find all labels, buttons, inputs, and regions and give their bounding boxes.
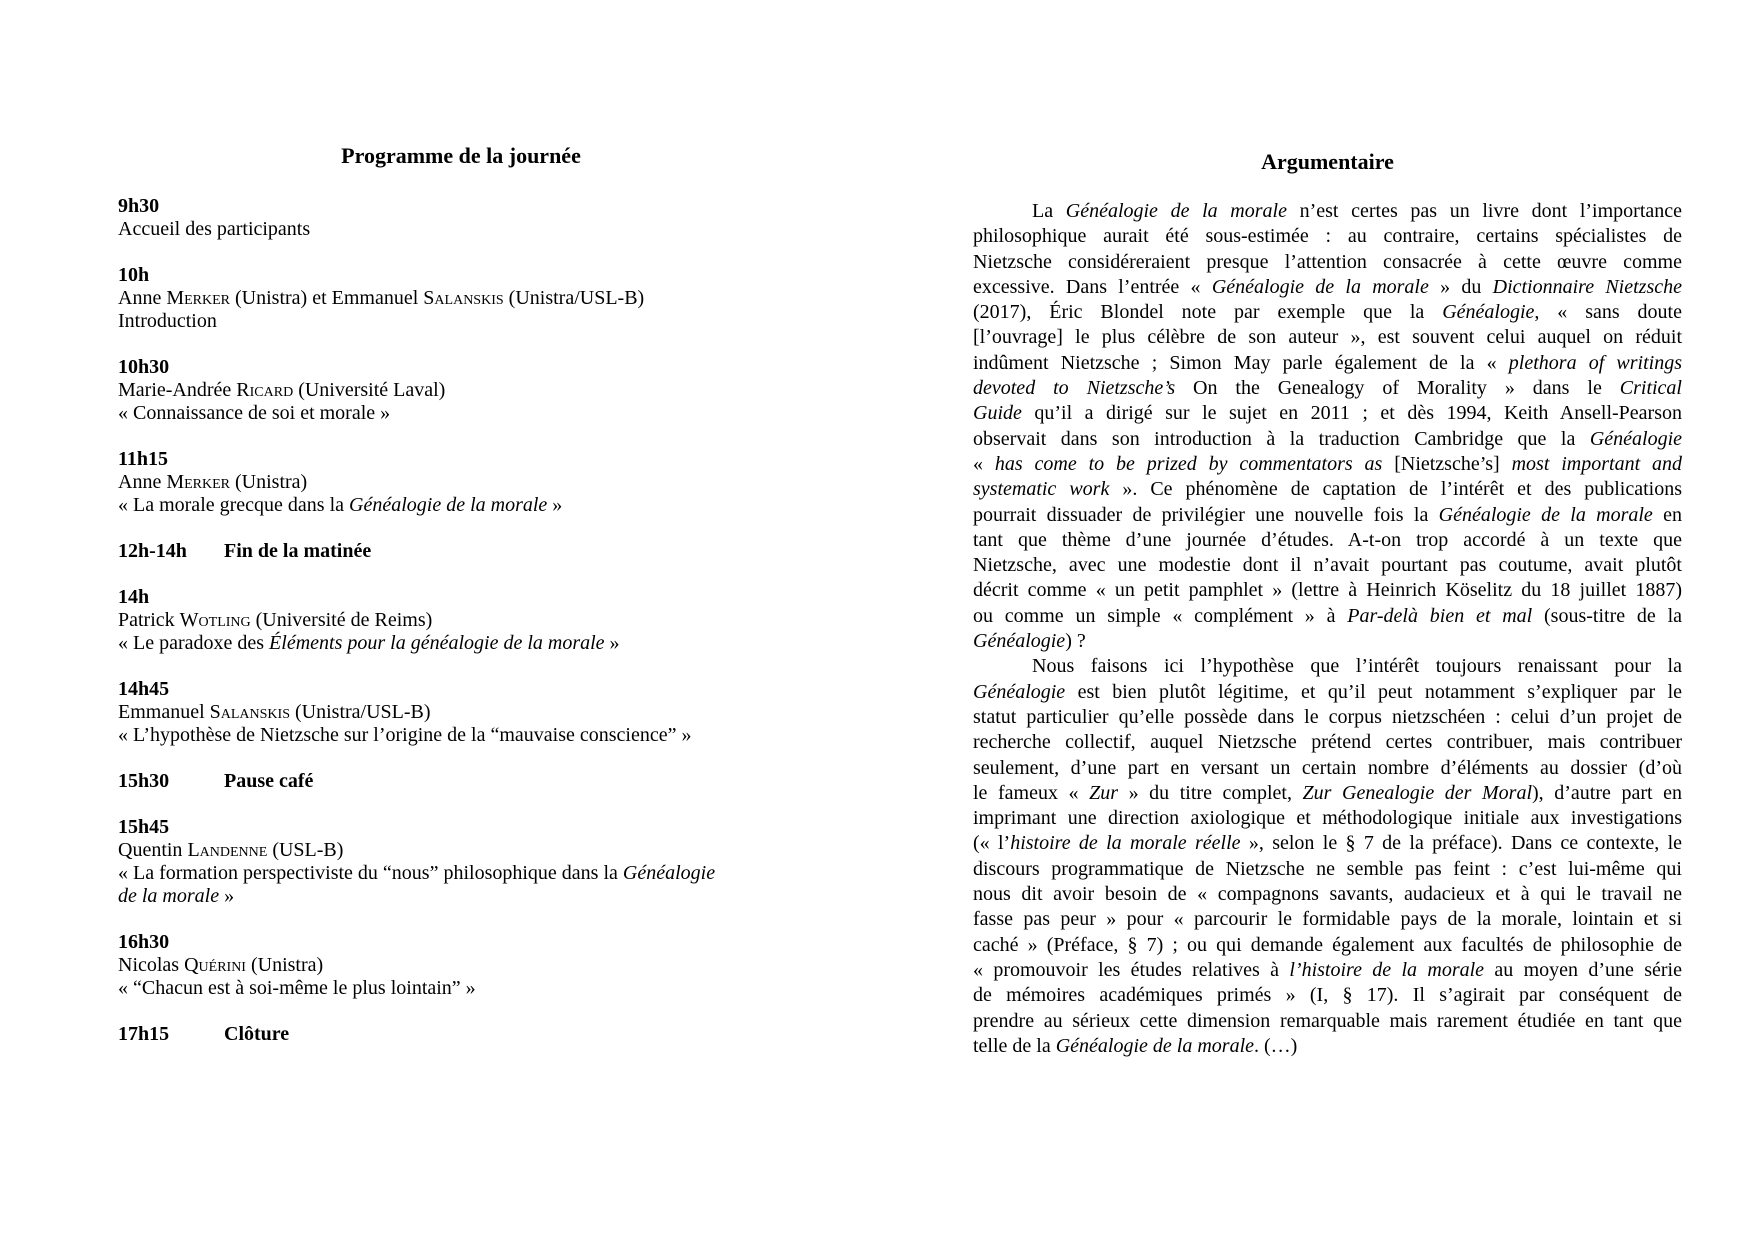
italic-title: l’histoire de la morale [1289,958,1485,981]
programme-break-label: Clôture [224,1023,290,1045]
paragraph-line: [l’ouvrage] le plus célèbre de son auteur », est souvent celui auquel on réduit [973,326,1682,349]
paragraph-line: « promouvoir les études relatives à l’histoire de la morale au moyen d’une série [973,958,1682,981]
programme-item [118,195,818,241]
paragraph-line: telle de la Généalogie de la morale. (…) [973,1034,1298,1057]
argumentaire-title: Argumentaire [1261,149,1394,174]
programme-item [118,931,818,1000]
paragraph-line: prendre au sérieux cette dimension remarquable mais rarement étudiée en tant que [973,1009,1682,1032]
italic-title: Généalogie [1442,301,1535,324]
paragraph-line: de mémoires académiques primés » (I, § 17). Il s’agirait par conséquent de [973,984,1682,1007]
italic-title: Généalogie [973,630,1066,653]
programme-speaker: Anne Merker (Unistra) et Emmanuel Salanskis (Unistra/USL-B) [118,287,645,309]
italic-title: Zur [1089,781,1119,804]
italic-title: Généalogie de la morale [1065,200,1287,222]
italic-title: devoted to Nietzsche’s [973,377,1176,400]
paragraph-line: « has come to be prized by commentators as [Nietzsche’s] most important and [973,452,1683,475]
programme-speaker: Anne Merker (Unistra) [118,471,308,493]
italic-title: Généalogie de la morale [1438,503,1653,526]
programme-talk-title: de la morale » [118,885,235,907]
paragraph-line: systematic work ». Ce phénomène de captation de l’intérêt et des publications [973,478,1683,501]
programme-talk-title: « Connaissance de soi et morale » [118,402,391,424]
programme-talk-title: « L’hypothèse de Nietzsche sur l’origine de la “mauvaise conscience” » [118,724,692,746]
paragraph-line: caché » (Préface, § 7) ; ou qui demande également aux facultés de philosophie de [973,933,1682,956]
paragraph-line: indûment Nietzsche ; Simon May parle également de la « plethora of writings [973,351,1682,374]
surname: Salanskis [423,287,504,309]
paragraph-line: La Généalogie de la morale n’est certes pas un livre dont l’importance [1032,200,1683,222]
programme-break-row [118,1023,818,1046]
programme-time: 10h30 [118,356,170,378]
paragraph-line: pourrait dissuader de privilégier une nouvelle fois la Généalogie de la morale en [973,503,1682,526]
italic-title: Par-delà bien et mal [1347,604,1533,627]
programme-item [118,356,818,425]
surname: Quérini [184,954,246,976]
programme-title: Programme de la journée [341,143,581,168]
paragraph-line: Généalogie est bien plutôt légitime, et qu’il peut notamment s’expliquer par le [973,680,1682,703]
italic-title: Zur Genealogie der Moral [1302,781,1533,804]
programme-speaker: Quentin Landenne (USL-B) [118,839,344,861]
paragraph-line: (2017), Éric Blondel note par exemple que la Généalogie, « sans doute [973,301,1682,324]
programme-item [118,678,818,747]
paragraph-line: Guide qu’il a dirigé sur le sujet en 2011 ; et dès 1994, Keith Ansell-Pearson [973,402,1682,425]
programme-talk-title: Introduction [118,310,217,332]
programme-speaker: Accueil des participants [118,218,311,240]
programme-time: 14h45 [118,678,170,700]
programme-time: 14h [118,586,150,608]
italic-title: most important and [1511,452,1683,475]
paragraph-line: Nietzsche considéreraient presque l’attention consacrée à cette œuvre comme [973,250,1682,273]
programme-time: 15h45 [118,816,170,838]
programme-time: 11h15 [118,448,169,470]
paragraph-line: devoted to Nietzsche’s On the Genealogy of Morality » dans le Critical [973,377,1682,400]
paragraph-line: philosophique aurait été sous-estimée : au contraire, certains spécialistes de [973,225,1682,248]
paragraph-line: (« l’histoire de la morale réelle », selon le § 7 de la préface). Dans ce contexte, le [973,832,1683,855]
programme-break-row [118,540,818,563]
programme-time: 17h15 [118,1023,170,1045]
programme-break-label: Fin de la matinée [224,540,372,562]
italic-title: Généalogie [1589,427,1682,450]
paragraph-line: recherche collectif, auquel Nietzsche prétend certes contribuer, mais contribuer [973,731,1682,754]
surname: Ricard [236,379,294,401]
programme-speaker: Marie-Andrée Ricard (Université Laval) [118,379,446,401]
programme-time: 9h30 [118,195,160,217]
programme-talk-title: « La morale grecque dans la Généalogie de la morale » [118,494,563,516]
argumentaire-body [973,199,1682,1059]
paragraph-line: décrit comme « un petit pamphlet » (lettre à Heinrich Köselitz du 18 juillet 1887) [973,579,1682,602]
italic-title: de la morale [118,885,220,907]
paragraph-line: Généalogie) ? [973,630,1086,653]
italic-title: Généalogie de la morale [1055,1034,1255,1057]
programme-talk-title: « La formation perspectiviste du “nous” philosophique dans la Généalogie [118,862,716,884]
argumentaire-paragraph [973,654,1682,1059]
programme-time: 16h30 [118,931,170,953]
italic-title: Généalogie de la morale [349,494,548,516]
paragraph-line: le fameux « Zur » du titre complet, Zur Genealogie der Moral), d’autre part en [973,781,1682,804]
paragraph-line: Nietzsche, avec une modestie dont il n’avait pourtant pas coutume, avait plutôt [973,554,1682,577]
paragraph-line: observait dans son introduction à la traduction Cambridge que la Généalogie [973,427,1682,450]
surname: Landenne [187,839,268,861]
italic-title: has come to be prized by commentators as [994,452,1383,475]
paragraph-line: ou comme un simple « complément » à Par-delà bien et mal (sous-titre de la [973,604,1683,627]
paragraph-line: seulement, d’une part en versant un certain nombre d’éléments au dossier (d’où [973,756,1682,779]
italic-title: histoire de la morale réelle [1010,832,1241,855]
programme-speaker: Patrick Wotling (Université de Reims) [118,609,433,631]
programme-item [118,1023,818,1046]
programme-talk-title: « Le paradoxe des Éléments pour la généalogie de la morale » [118,632,620,654]
paragraph-line: Nous faisons ici l’hypothèse que l’intérêt toujours renaissant pour la [1032,655,1682,678]
programme-talk-title: « “Chacun est à soi-même le plus lointain” » [118,977,476,999]
italic-title: Dictionnaire Nietzsche [1492,275,1682,298]
programme-break-label: Pause café [224,770,314,792]
italic-title: Généalogie de la morale [1211,275,1429,298]
programme-list [118,195,818,1069]
programme-time: 15h30 [118,770,170,792]
italic-title: plethora of writings [1508,351,1682,374]
programme-speaker: Nicolas Quérini (Unistra) [118,954,324,976]
argumentaire-paragraph [973,199,1682,654]
surname: Merker [166,471,231,493]
paragraph-line: excessive. Dans l’entrée « Généalogie de la morale » du Dictionnaire Nietzsche [973,275,1682,298]
programme-item [118,448,818,517]
programme-time: 12h-14h [118,540,187,562]
italic-title: Critical [1619,377,1682,400]
paragraph-line: nous dit avoir besoin de « compagnons savants, audacieux et à qui le travail ne [973,883,1682,906]
italic-title: Généalogie [622,862,716,884]
paragraph-line: discours programmatique de Nietzsche ne semble pas feint : c’est lui-même qui [973,857,1682,880]
programme-item [118,586,818,655]
italic-title: Éléments pour la généalogie de la morale [269,632,605,654]
programme-item [118,264,818,333]
italic-title: systematic work [973,478,1110,501]
surname: Wotling [179,609,251,631]
programme-item [118,540,818,563]
surname: Salanskis [209,701,290,723]
paragraph-line: statut particulier qu’elle possède dans le corpus nietzschéen : celui d’un projet de [973,705,1682,728]
programme-item [118,770,818,793]
programme-speaker: Emmanuel Salanskis (Unistra/USL-B) [118,701,431,723]
programme-time: 10h [118,264,150,286]
italic-title: Guide [973,402,1022,425]
italic-title: Généalogie [973,680,1066,703]
programme-item [118,816,818,908]
surname: Merker [166,287,231,309]
paragraph-line: fasse pas peur » pour « parcourir le formidable pays de la morale, lointain et si [973,908,1682,931]
paragraph-line: tant que thème d’une journée d’études. A-t-on trop accordé à un texte que [973,528,1682,551]
paragraph-line: imprimant une direction axiologique et méthodologique initiale aux investigations [973,807,1682,830]
programme-break-row [118,770,818,793]
